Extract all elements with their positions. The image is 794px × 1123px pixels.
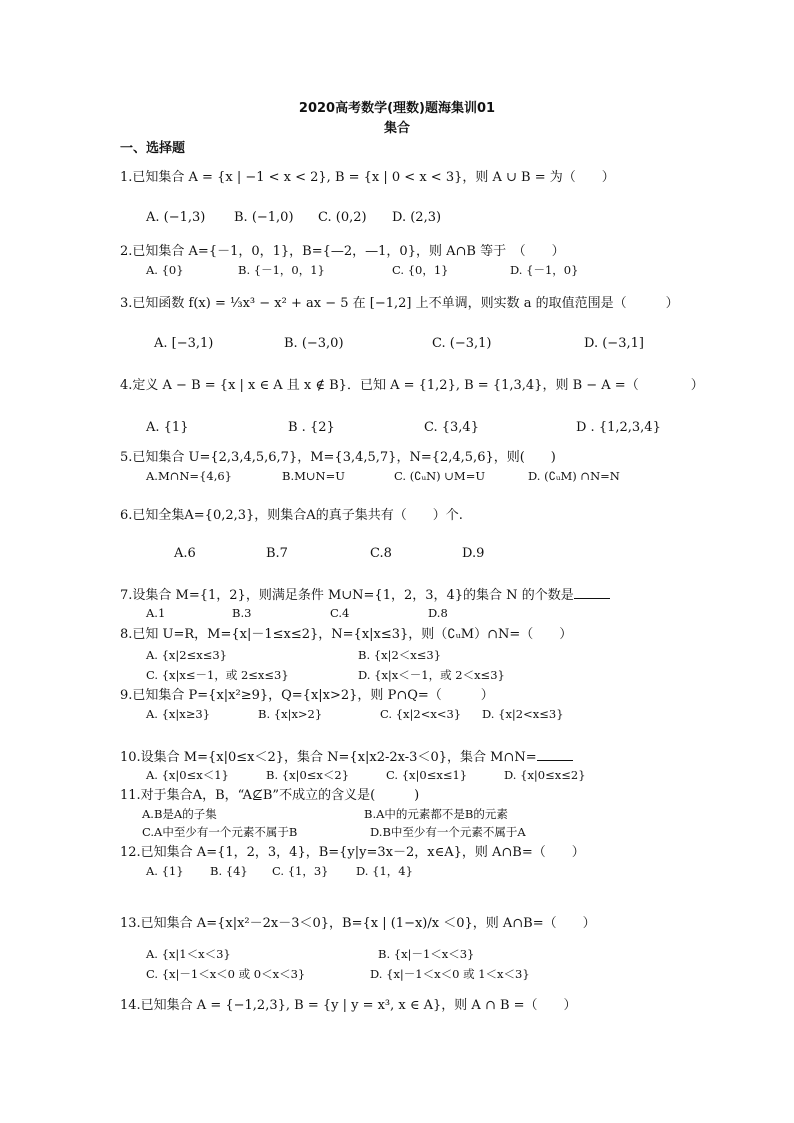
answer-blank	[537, 748, 573, 761]
question-7-text: 7.设集合 M={1，2}，则满足条件 M∪N={1，2，3，4}的集合 N 的个数是	[120, 588, 574, 603]
question-10-option-a: A. {x|0≤x＜1}	[146, 768, 229, 782]
question-7-option-c: C.4	[330, 606, 350, 620]
question-11-option-c: C.A中至少有一个元素不属于B	[142, 825, 298, 839]
question-1-option-d: D. (2,3)	[392, 210, 442, 225]
question-6-option-c: C.8	[370, 546, 392, 561]
question-5-option-c: C. (∁ᵤN) ∪M=U	[394, 469, 486, 483]
question-5-option-b: B.M∪N=U	[282, 469, 345, 483]
question-9-option-b: B. {x|x>2}	[258, 707, 323, 721]
question-4-option-c: C. {3,4}	[424, 420, 479, 435]
question-7-option-b: B.3	[232, 606, 252, 620]
question-3-option-c: C. (−3,1)	[432, 336, 492, 351]
question-4-stem: 4.定义 A − B = {x | x ∈ A 且 x ∉ B}．已知 A = {1,2}, B = {1,3,4}，则 B − A =（ ）	[120, 378, 704, 393]
question-12-option-b: B. {4}	[210, 864, 248, 878]
question-2-option-a: A. {0}	[146, 263, 184, 277]
question-13-option-d: D. {x|－1＜x＜0 或 1＜x＜3}	[370, 967, 530, 981]
question-7-stem	[120, 586, 610, 604]
question-1-option-c: C. (0,2)	[318, 210, 367, 225]
question-8-option-d: D. {x|x＜－1，或 2＜x≤3}	[358, 668, 505, 682]
page-subtitle: 集合	[383, 121, 410, 136]
question-2-option-c: C. {0，1}	[392, 263, 449, 277]
question-10-option-c: C. {x|0≤x≤1}	[386, 768, 468, 782]
question-10-option-d: D. {x|0≤x≤2}	[504, 768, 586, 782]
page-title: 2020高考数学(理数)题海集训01	[298, 101, 496, 116]
question-4-option-b: B . {2}	[288, 420, 335, 435]
question-14-stem: 14.已知集合 A = {−1,2,3}, B = {y | y = x³, x ∈ A}，则 A ∩ B =（ ）	[120, 998, 577, 1013]
question-3-option-b: B. (−3,0)	[284, 336, 344, 351]
question-12-option-a: A. {1}	[146, 864, 184, 878]
question-12-stem: 12.已知集合 A={1，2，3，4}，B={y|y=3x－2，x∈A}，则 A∩B=（ ）	[120, 845, 585, 860]
question-13-stem: 13.已知集合 A={x|x²－2x－3＜0}，B={x | (1−x)/x ＜0}，则 A∩B=（ ）	[120, 916, 596, 931]
answer-blank	[574, 586, 610, 599]
question-1-option-a: A. (−1,3)	[146, 210, 206, 225]
question-10-stem	[120, 748, 573, 766]
question-12-option-d: D. {1，4}	[356, 864, 413, 878]
question-1-stem: 1.已知集合 A = {x | −1 < x < 2}, B = {x | 0 < x < 3}，则 A ∪ B = 为（ ）	[120, 170, 615, 185]
question-6-option-b: B.7	[266, 546, 288, 561]
section-heading: 一、选择题	[120, 141, 186, 156]
question-11-option-a: A.B是A的子集	[142, 807, 217, 821]
question-13-option-c: C. {x|－1＜x＜0 或 0＜x＜3}	[146, 967, 306, 981]
question-5-option-a: A.M∩N={4,6}	[146, 469, 232, 483]
question-11-option-b: B.A中的元素都不是B的元素	[364, 807, 508, 821]
question-9-option-c: C. {x|2<x<3}	[380, 707, 462, 721]
question-2-option-d: D. {－1，0}	[510, 263, 579, 277]
question-13-option-b: B. {x|－1＜x＜3}	[378, 947, 475, 961]
question-11-option-d: D.B中至少有一个元素不属于A	[370, 825, 526, 839]
question-5-option-d: D. (∁ᵤM) ∩N=N	[528, 469, 620, 483]
question-2-stem: 2.已知集合 A={－1，0，1}，B={—2，—1，0}，则 A∩B 等于 （ ）	[120, 244, 565, 259]
question-5-stem: 5.已知集合 U={2,3,4,5,6,7}，M={3,4,5,7}，N={2,4,5,6}，则( )	[120, 450, 556, 465]
question-3-option-d: D. (−3,1]	[584, 336, 644, 351]
question-4-option-d: D . {1,2,3,4}	[576, 420, 661, 435]
question-9-stem: 9.已知集合 P={x|x²≥9}，Q={x|x>2}，则 P∩Q=（ ）	[120, 688, 494, 703]
question-10-option-b: B. {x|0≤x＜2}	[266, 768, 350, 782]
question-3-option-a: A. [−3,1)	[154, 336, 214, 351]
question-2-option-b: B. {－1，0，1}	[238, 263, 325, 277]
question-11-stem: 11.对于集合A，B，“A⊈B”不成立的含义是( )	[120, 788, 420, 803]
question-3-stem: 3.已知函数 f(x) = ⅓x³ − x² + ax − 5 在 [−1,2] 上不单调，则实数 a 的取值范围是（ ）	[120, 296, 679, 311]
question-12-option-c: C. {1，3}	[272, 864, 329, 878]
question-8-option-b: B. {x|2＜x≤3}	[358, 648, 442, 662]
question-8-option-c: C. {x|x≤－1，或 2≤x≤3}	[146, 668, 289, 682]
question-1-option-b: B. (−1,0)	[234, 210, 294, 225]
question-8-stem: 8.已知 U=R，M={x|－1≤x≤2}，N={x|x≤3}，则（∁ᵤM）∩N=（ ）	[120, 627, 573, 642]
question-4-option-a: A. {1}	[146, 420, 189, 435]
question-6-option-d: D.9	[462, 546, 485, 561]
question-9-option-d: D. {x|2<x≤3}	[482, 707, 564, 721]
question-6-option-a: A.6	[174, 546, 196, 561]
question-7-option-d: D.8	[428, 606, 448, 620]
question-8-option-a: A. {x|2≤x≤3}	[146, 648, 227, 662]
question-6-stem: 6.已知全集A={0,2,3}，则集合A的真子集共有（ ）个.	[120, 508, 463, 523]
question-13-option-a: A. {x|1＜x＜3}	[146, 947, 231, 961]
question-10-text: 10.设集合 M={x|0≤x＜2}，集合 N={x|x2-2x-3＜0}，集合 M∩N=	[120, 750, 537, 765]
question-9-option-a: A. {x|x≥3}	[146, 707, 211, 721]
question-7-option-a: A.1	[146, 606, 166, 620]
